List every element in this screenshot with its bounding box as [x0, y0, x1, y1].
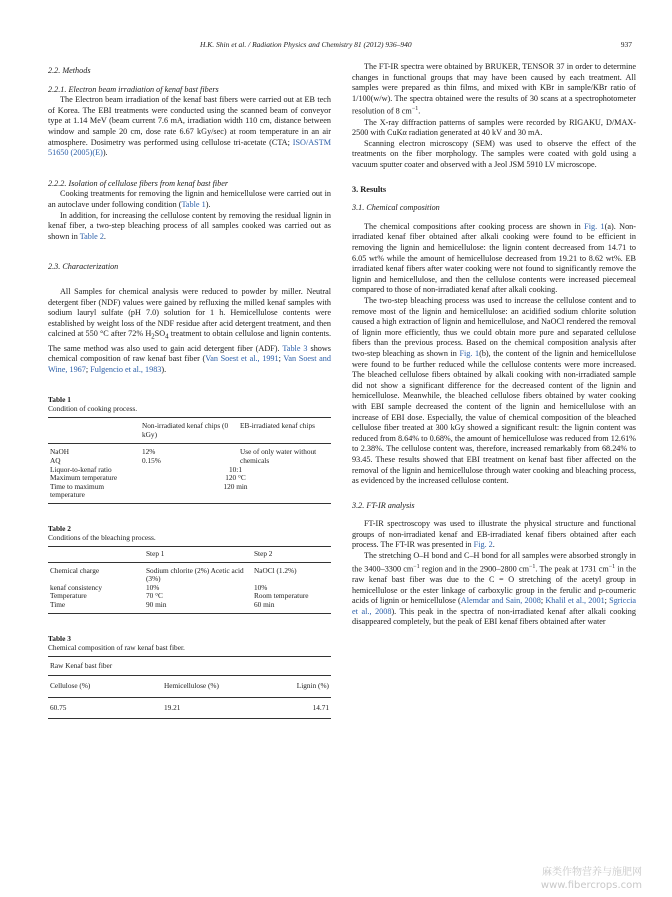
ref-alemdar-2008[interactable]: Alemdar and Sain, 2008: [460, 596, 541, 606]
paragraph-3-1-a: The chemical compositions after cooking process are shown in Fig. 1(a). Non-irradiated kenaf fiber obtained after alkali cooking were found to be efficient in removing the lignin and hemicellulose: the lignin content decreased from 14.71 to 6.05 wt% while the amount of hemicellulose decreased from 19.21 to 8.62 wt%. EB irradiated kenaf fibers after water cooking were not found to significantly remove the lignin and hemicellulose, and then the cellulose contents were increased piecemeal compared to those of non-irradiated kenaf after alkali cooking.: [352, 221, 636, 295]
paragraph-xrd-method: The X-ray diffraction patterns of samples were recorded by RIGAKU, D/MAX-2500 with CuKα radiation generated at 40 kV and 30 mA.: [352, 117, 636, 138]
fig-2-link[interactable]: Fig. 2: [473, 540, 493, 550]
right-column: [352, 62, 636, 628]
paragraph-2-2-2-b: In addition, for increasing the cellulose content by removing the residual lignin in kenaf fiber, a two-step bleaching process of all samples cooked was carried out as shown in Table 2.: [48, 210, 331, 241]
fig-1-link[interactable]: Fig. 1: [584, 221, 605, 231]
running-header: [0, 40, 672, 52]
section-2-2-2-heading: 2.2.2. Isolation of cellulose fibers from kenaf bast fiber: [48, 178, 229, 188]
paragraph-2-3: All Samples for chemical analysis were reduced to powder by miller. Neutral detergent fiber (NDF) values were gained by refluxing the milled kenaf samples with sodium lauryl sulfate (pH 7.0) solution for 1 h. Hemicellulose contents were established by weight loss of the NDF residue after acid detergent treatment, and then calcined at 550 °C after 72% $H_2SO_4$ treatment to obtain cellulose and lignin contents. The same method was also used to gain acid detergent fiber (ADF). Table 3 shows chemical composition of raw kenaf bast fiber (Van Soest et al., 1991; Van Soest and Wine, 1967; Fulgencio et al., 1983).: [48, 286, 331, 374]
section-3-1-heading: 3.1. Chemical composition: [352, 203, 440, 213]
paragraph-2-2-1: The Electron beam irradiation of the kenaf bast fibers were carried out at EB tech of Korea. The EBI treatments were conducted using the scanned beam of conveyor type at 1.14 MeV (beam current 7.6 mA, irradiation width 110 cm, distance between window and sample 20 cm, dose rate 6.67 kGy/sec) at room temperature in an air atmosphere. Dosimetry was performed using cellulose tri-acetate (CTA; ISO/ASTM 51650 (2005)(E)).: [48, 95, 331, 158]
paragraph-3-1-b: The two-step bleaching process was used to increase the cellulose content and to remove most of the lignin and hemicellulose: an acidified sodium chlorite solution caused a high extraction of lignin and hemicellulose, and NaOCl rendered the removal of lignin more efficiently, thus we could obtain more pure and separated cellulose fibers than the previous process. Based on the chemical composition analysis after two-step bleaching as shown in Fig. 1(b), the content of the lignin and hemicellulose were found to be further reduced while the cellulose contents were more increased. The bleached cellulose fibers obtained by alkali cooking with non-irradiated sample did not show a significant difference for the decreased content of the lignin and hemicellulose. Meanwhile, the bleached cellulose fibers obtained by water cooking with EBI sample decreased the content of the lignin and hemicellulose with an increase of EBI dose. Especially, the value of chemical composition of the bleached cellulose fiber treated at 300 kGy showed a significant result: the lignin content was reduced from 8.64% to 0.68%, the amount of hemicellulose was reduced from 12.61% to 2.38%. The cellulose content was, therefore, increased remarkably from 68.24% to 93.45. These results showed that EBI treatment on kenaf bast fiber affected on the removal of the lignin and hemicellulose through water cooking and bleaching process, as evidenced by the increased cellulose content.: [352, 296, 636, 486]
section-3-2-heading: 3.2. FT-IR analysis: [352, 500, 415, 510]
section-2-2-heading: 2.2. Methods: [48, 66, 91, 75]
paragraph-ftir-method: The FT-IR spectra were obtained by BRUKER, TENSOR 37 in order to determine changes in functional groups that may have been caused by each treatment. All samples were prepared as thin films, and mixed with KBr in sample/KBr ratio of 1/100(w/w). The spectra obtained were the results of 30 scans at a spectrophotometer resolution of 8 $cm^{-1}$.: [352, 62, 636, 117]
ref-van-soest-wine-1967[interactable]: Van Soest and Wine, 1967: [48, 354, 331, 374]
section-3-heading: 3. Results: [352, 184, 387, 194]
table-1-caption: Table 1 Condition of cooking process.: [48, 395, 138, 414]
ref-sgriccia-2008[interactable]: Sgriccia et al., 2008: [352, 596, 636, 616]
table-1: Non-irradiated kenaf chips (0 kGy) EB-irradiated kenaf chips NaOH 12% Use of only water without chemicals AQ 0.15% Liquor-to-kenaf ratio 10:1 Maximum temperature 120 °C Time to maximum temperature 120 min: [48, 417, 331, 504]
left-column: [48, 62, 331, 719]
table-3-link[interactable]: Table 3: [282, 343, 308, 353]
table-3: Raw Kenaf bast fiber Cellulose (%) Hemicellulose (%) Lignin (%) 60.75 19.21 14.71: [48, 656, 331, 720]
section-2-2-1-heading: 2.2.1. Electron beam irradiation of kenaf bast fibers: [48, 84, 219, 94]
ref-khalil-2001[interactable]: Khalil et al., 2001: [545, 596, 605, 606]
ref-van-soest-1991[interactable]: Van Soest et al., 1991: [205, 354, 279, 364]
running-title: H.K. Shin et al. / Radiation Physics and Chemistry 81 (2012) 936–940: [200, 40, 412, 49]
iso-astm-link[interactable]: ISO/ASTM 51650 (2005)(E): [48, 137, 331, 158]
table-1-col-irradiated: EB-irradiated kenaf chips: [240, 421, 315, 431]
watermark: 麻类作物营养与施肥网 www.fibercrops.com: [540, 867, 642, 891]
table-3-caption: Table 3 Chemical composition of raw kenaf bast fiber.: [48, 633, 185, 652]
section-2-3-heading: 2.3. Characterization: [48, 262, 119, 272]
table-1-col-nonirradiated: Non-irradiated kenaf chips (0 kGy): [142, 421, 229, 439]
paragraph-sem-method: Scanning electron microscopy (SEM) was used to observe the effect of the treatments on the fiber morphology. The samples were coated with gold using a vacuum sputter coater and observed with a Jeol JSM 5910 LV microscope.: [352, 138, 636, 170]
fig-1b-link[interactable]: Fig. 1: [459, 348, 480, 358]
table-2: Step 1 Step 2 Chemical charge Sodium chlorite (2%) Acetic acid (3%) NaOCl (1.2%) kenaf consistency 10% 10% Temperature 70 °C Room temperature Time 90 min 60 min: [48, 546, 331, 614]
table-2-link[interactable]: Table 2: [79, 231, 104, 241]
page-number: 937: [620, 40, 632, 49]
paragraph-2-2-2-a: Cooking treatments for removing the lignin and hemicellulose were carried out in an autoclave under following condition (Table 1).: [48, 189, 331, 209]
table-1-link[interactable]: Table 1: [181, 199, 206, 209]
paragraph-3-2-b: The stretching O–H bond and C–H bond for all samples were absorbed strongly in the 3400–3300 $cm^{-1}$ region and in the 2900–2800 $cm^{-1}$. The peak at 1731 $cm^{-1}$ in the raw kenaf bast fiber was due to the C = O stretching of the acetyl group in hemicellulose or the ester linkage of carboxylic group in the ferulic and p-coumeric acids of lignin or hemicellulose (Alemdar and Sain, 2008; Khalil et al., 2001; Sgriccia et al., 2008). This peak in the spectra of non-irradiated kenaf after alkali cooking disappeared completely, but the peak of EBI kenaf fibers obtained after water: [352, 551, 636, 627]
paragraph-3-2-a: FT-IR spectroscopy was used to illustrate the physical structure and functional groups of non-irradiated kenaf and EB-irradiated kenaf fibers obtained after each process. The FT-IR was presented in Fig. 2.: [352, 519, 636, 550]
table-2-caption: Table 2 Conditions of the bleaching process.: [48, 524, 156, 543]
ref-fulgencio-1983[interactable]: Fulgencio et al., 1983: [90, 364, 162, 374]
